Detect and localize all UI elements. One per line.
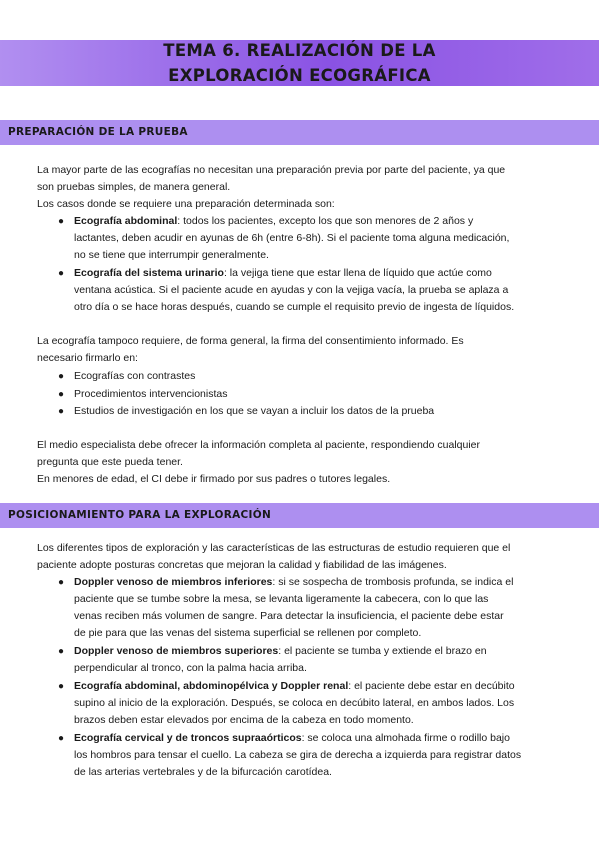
list-item — [74, 265, 564, 282]
list-item — [74, 643, 564, 660]
list-item-term: Doppler venoso de miembros superiores — [74, 645, 279, 657]
list-item-text: : todos los pacientes, excepto los que son menores de 2 años y — [177, 215, 474, 227]
list-item-line: venas reciben más volumen de sangre. Para detectar la insuficiencia, el paciente debe estar — [74, 610, 504, 622]
list-item-term: Ecografía abdominal, abdominopélvica y Doppler renal — [74, 680, 349, 692]
bullet-dot: ● — [58, 216, 65, 227]
bullet-dot: ● — [58, 371, 65, 382]
list-item-line: lactantes, deben acudir en ayunas de 6h (entre 6-8h). Si el paciente toma alguna medicación, — [74, 232, 510, 244]
list-item — [74, 574, 564, 591]
bullet-dot: ● — [58, 733, 65, 744]
list-item — [74, 213, 564, 230]
paragraph-line: paciente adopte posturas concretas que mejoran la calidad y fiabilidad de las imágenes. — [37, 559, 447, 571]
paragraph-line: El medio especialista debe ofrecer la información completa al paciente, respondiendo cualquier — [37, 439, 481, 451]
list-item-line: los hombros para tensar el cuello. La cabeza se gira de derecha a izquierda para registrar datos — [74, 749, 522, 761]
list-item-term: Ecografía abdominal — [74, 215, 178, 227]
list-item — [74, 730, 564, 747]
list-item-text: : el paciente se tumba y extiende el brazo en — [278, 645, 487, 657]
list-item-line: ventana acústica. Si el paciente acude en ayudas y con la vejiga vacía, la prueba se aplaza a — [74, 284, 509, 296]
list-item-line: brazos deben estar elevados por encima de la cabeza en todo momento. — [74, 714, 414, 726]
list-item-line: de las arterias vertebrales y de la bifurcación carotídea. — [74, 766, 332, 778]
bullet-dot: ● — [58, 577, 65, 588]
list-item-text: : el paciente debe estar en decúbito — [348, 680, 515, 692]
list-item: Procedimientos intervencionistas — [74, 388, 228, 400]
paragraph-line: Los diferentes tipos de exploración y las características de las estructuras de estudio requieren que el — [37, 542, 511, 554]
bullet-dot: ● — [58, 406, 65, 417]
page-title-line2: EXPLORACIÓN ECOGRÁFICA — [168, 66, 431, 85]
section-heading-posicionamiento: POSICIONAMIENTO PARA LA EXPLORACIÓN — [8, 509, 272, 521]
page-title — [0, 38, 599, 88]
list-item-line: de pie para que las venas del sistema superficial se rellenen por completo. — [74, 627, 422, 639]
paragraph-line: La mayor parte de las ecografías no necesitan una preparación previa por parte del paciente, ya que — [37, 164, 506, 176]
list-item-line: perpendicular al tronco, con la palma hacia arriba. — [74, 662, 307, 674]
list-item-text: : la vejiga tiene que estar llena de líquido que actúe como — [223, 267, 492, 279]
list-item-term: Doppler venoso de miembros inferiores — [74, 576, 273, 588]
bullet-dot: ● — [58, 681, 65, 692]
bullet-dot: ● — [58, 268, 65, 279]
bullet-dot: ● — [58, 646, 65, 657]
list-item-line: supino al inicio de la exploración. Después, se coloca en decúbito lateral, en ambos lados. Los — [74, 697, 515, 709]
list-item-term: Ecografía del sistema urinario — [74, 267, 224, 279]
list-item-text: : se coloca una almohada firme o rodillo bajo — [301, 732, 510, 744]
list-item: Estudios de investigación en los que se vayan a incluir los datos de la prueba — [74, 405, 435, 417]
list-item-line: otro día o se hace horas después, cuando se cumple el requisito previo de ingesta de líquidos. — [74, 301, 515, 313]
list-item — [74, 678, 564, 695]
paragraph-line: necesario firmarlo en: — [37, 352, 138, 364]
list-item-term: Ecografía cervical y de troncos supraaórticos — [74, 732, 302, 744]
paragraph-line: pregunta que este pueda tener. — [37, 456, 183, 468]
paragraph-line: Los casos donde se requiere una preparación determinada son: — [37, 198, 335, 210]
list-item: Ecografías con contrastes — [74, 370, 196, 382]
list-item-line: paciente que se tumbe sobre la mesa, se levanta ligeramente la cabecera, con lo que las — [74, 593, 489, 605]
paragraph-line: son pruebas simples, de manera general. — [37, 181, 231, 193]
paragraph-line: En menores de edad, el CI debe ir firmado por sus padres o tutores legales. — [37, 473, 391, 485]
bullet-dot: ● — [58, 389, 65, 400]
section-heading-preparacion: PREPARACIÓN DE LA PRUEBA — [8, 126, 188, 138]
page-title-line1: TEMA 6. REALIZACIÓN DE LA — [163, 41, 436, 60]
paragraph-line: La ecografía tampoco requiere, de forma general, la firma del consentimiento informado. Es — [37, 335, 464, 347]
list-item-line: no se tiene que interrumpir generalmente. — [74, 249, 269, 261]
list-item-text: : si se sospecha de trombosis profunda, se indica el — [272, 576, 514, 588]
